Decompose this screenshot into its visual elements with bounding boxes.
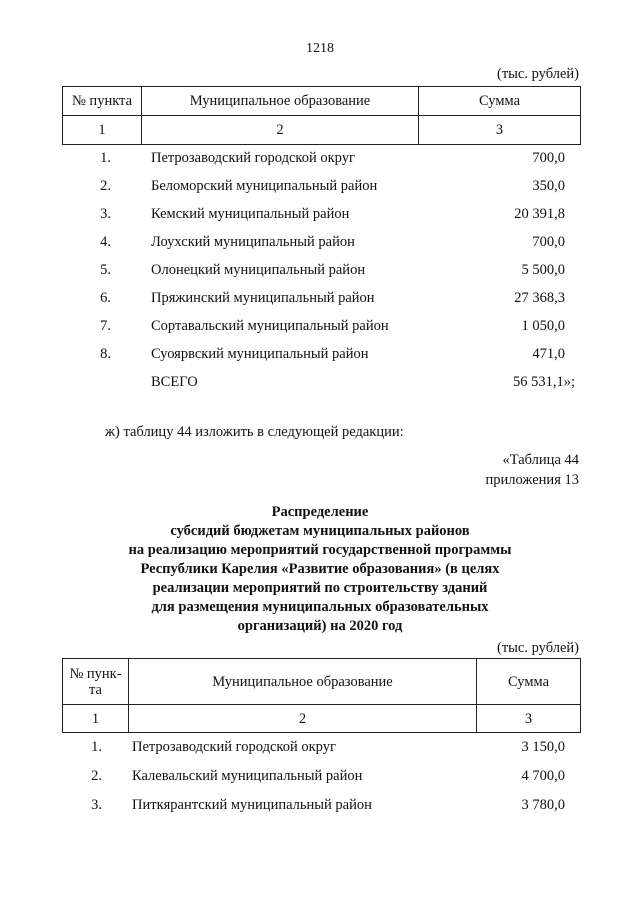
municipality-name: Петрозаводский городской округ [132, 739, 336, 755]
title-line: Распределение [271, 504, 369, 520]
amount-value: 20 391,8 [514, 206, 565, 222]
row-number: 1. [100, 150, 111, 166]
title-line: для размещения муниципальных образовательных [151, 599, 489, 615]
municipality-name: Сортавальский муниципальный район [151, 318, 389, 334]
municipality-name: Пряжинский муниципальный район [151, 290, 375, 306]
table-reference-line2: приложения 13 [485, 472, 579, 488]
amount-value: 471,0 [532, 346, 565, 362]
table1-header-number: № пункта [63, 87, 142, 116]
municipality-name: Беломорский муниципальный район [151, 178, 378, 194]
table2-colnum-3: 3 [477, 705, 581, 733]
table1-colnum-3: 3 [419, 116, 581, 145]
amount-value: 5 500,0 [521, 262, 565, 278]
table-reference [486, 450, 579, 490]
amount-value: 350,0 [532, 178, 565, 194]
page-number: 1218 [306, 41, 334, 56]
title-line: Республики Карелия «Развитие образования» (в целях [140, 561, 500, 577]
row-number: 3. [91, 797, 102, 813]
row-number: 6. [100, 290, 111, 306]
total-amount: 56 531,1»; [512, 374, 575, 390]
title-line: организаций) на 2020 год [237, 618, 403, 634]
table2-header [62, 658, 581, 733]
table2-colnum-1: 1 [63, 705, 129, 733]
instruction-paragraph: ж) таблицу 44 изложить в следующей редакции: [105, 424, 404, 440]
table2-unit-label: (тыс. рублей) [497, 640, 579, 656]
table1-header-amount: Сумма [419, 87, 581, 116]
title-line: на реализацию мероприятий государственной программы [128, 542, 512, 558]
total-label: ВСЕГО [151, 374, 198, 390]
table1-colnum-2: 2 [142, 116, 419, 145]
table1-header-municipality: Муниципальное образование [142, 87, 419, 116]
row-number: 2. [100, 178, 111, 194]
table2-header-number-line1: № пунк- [69, 665, 122, 682]
amount-value: 3 150,0 [521, 739, 565, 755]
municipality-name: Лоухский муниципальный район [151, 234, 355, 250]
municipality-name: Питкярантский муниципальный район [132, 797, 372, 813]
table2-colnum-2: 2 [129, 705, 477, 733]
table2-header-amount: Сумма [477, 659, 581, 705]
table2-header-number-line2: та [89, 681, 102, 698]
amount-value: 4 700,0 [521, 768, 565, 784]
amount-value: 1 050,0 [521, 318, 565, 334]
row-number: 7. [100, 318, 111, 334]
amount-value: 3 780,0 [521, 797, 565, 813]
amount-value: 700,0 [532, 234, 565, 250]
municipality-name: Калевальский муниципальный район [132, 768, 363, 784]
amount-value: 700,0 [532, 150, 565, 166]
municipality-name: Кемский муниципальный район [151, 206, 350, 222]
municipality-name: Суоярвский муниципальный район [151, 346, 369, 362]
document-title [80, 503, 560, 636]
table1-unit-label: (тыс. рублей) [497, 66, 579, 82]
table1-colnum-1: 1 [63, 116, 142, 145]
row-number: 8. [100, 346, 111, 362]
table2-header-number [63, 659, 129, 705]
table2-header-municipality: Муниципальное образование [129, 659, 477, 705]
municipality-name: Петрозаводский городской округ [151, 150, 355, 166]
table-reference-line1: «Таблица 44 [502, 452, 579, 468]
title-line: субсидий бюджетам муниципальных районов [170, 523, 470, 539]
table1-header [62, 86, 581, 145]
row-number: 2. [91, 768, 102, 784]
row-number: 4. [100, 234, 111, 250]
row-number: 1. [91, 739, 102, 755]
amount-value: 27 368,3 [514, 290, 565, 306]
title-line: реализации мероприятий по строительству зданий [152, 580, 488, 596]
row-number: 3. [100, 206, 111, 222]
municipality-name: Олонецкий муниципальный район [151, 262, 366, 278]
row-number: 5. [100, 262, 111, 278]
